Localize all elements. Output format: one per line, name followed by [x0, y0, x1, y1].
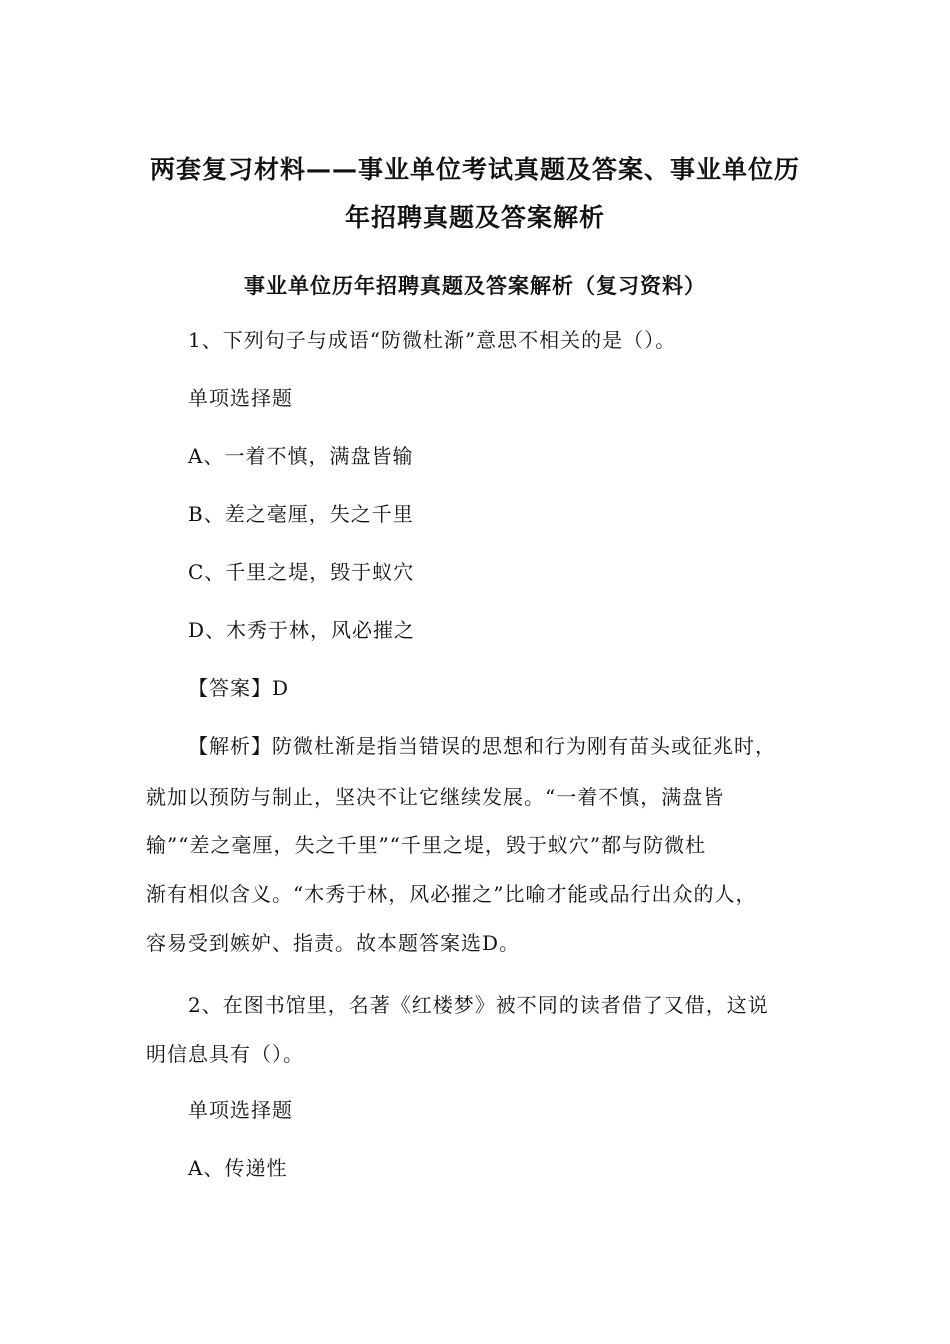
- question-1-analysis-line-4: 渐有相似含义。“木秀于林，风必摧之”比喻才能或品行出众的人，: [146, 882, 757, 906]
- document-title-line-1: 两套复习材料——事业单位考试真题及答案、事业单位历: [150, 155, 801, 184]
- question-1-option-a: A、一着不慎，满盘皆输: [188, 444, 414, 468]
- question-1-analysis-line-2: 就加以预防与制止，坚决不让它继续发展。“一着不慎，满盘皆: [146, 785, 725, 809]
- question-1-text: 1、下列句子与成语“防微杜渐”意思不相关的是（）。: [188, 328, 677, 352]
- question-2-text-line-1: 2、在图书馆里，名著《红楼梦》被不同的读者借了又借，这说: [188, 993, 769, 1017]
- question-1-option-c: C、千里之堤，毁于蚁穴: [188, 560, 415, 584]
- question-1-analysis-line-3: 输”“差之毫厘，失之千里”“千里之堤，毁于蚁穴”都与防微杜: [146, 833, 707, 857]
- document-title-line-2: 年招聘真题及答案解析: [344, 203, 605, 232]
- question-1-answer: 【答案】D: [188, 676, 290, 700]
- question-1-analysis-line-5: 容易受到嫉妒、指责。故本题答案选D。: [146, 931, 521, 955]
- question-1-analysis-line-1: 【解析】防微杜渐是指当错误的思想和行为刚有苗头或征兆时，: [188, 734, 776, 758]
- question-2-type: 单项选择题: [188, 1098, 293, 1122]
- question-1-option-b: B、差之毫厘，失之千里: [188, 502, 414, 526]
- document-subtitle: 事业单位历年招聘真题及答案解析（复习资料）: [244, 274, 706, 298]
- question-1-type: 单项选择题: [188, 386, 293, 410]
- question-1-option-d: D、木秀于林，风必摧之: [188, 618, 416, 642]
- question-2-text-line-2: 明信息具有（）。: [146, 1042, 304, 1066]
- question-2-option-a: A、传递性: [188, 1156, 288, 1180]
